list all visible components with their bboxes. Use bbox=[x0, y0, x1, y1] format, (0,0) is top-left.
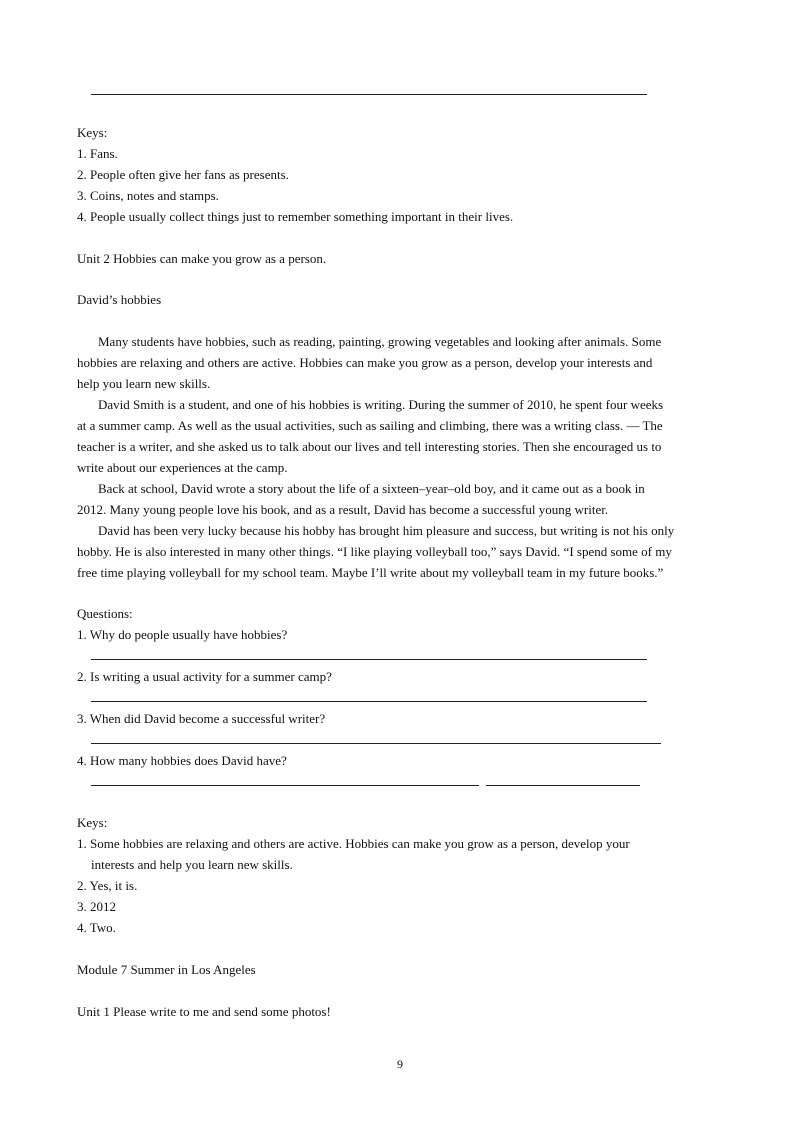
key-item: 2. Yes, it is. bbox=[77, 878, 138, 893]
key-item: interests and help you learn new skills. bbox=[91, 857, 293, 872]
unit-title: Unit 1 Please write to me and send some photos! bbox=[77, 1004, 331, 1019]
question-item: 4. How many hobbies does David have? bbox=[77, 753, 287, 768]
passage-line: Many students have hobbies, such as reading, painting, growing vegetables and looking after animals. Some bbox=[98, 334, 662, 349]
passage-line: teacher is a writer, and she asked us to talk about our lives and tell interesting stories. Then she encouraged us to bbox=[77, 439, 662, 454]
question-item: 3. When did David become a successful writer? bbox=[77, 711, 326, 726]
key-item: 2. People often give her fans as presents. bbox=[77, 167, 289, 182]
key-item: 4. Two. bbox=[77, 920, 116, 935]
page-number: 9 bbox=[397, 1057, 403, 1071]
answer-line bbox=[91, 743, 661, 744]
key-item: 3. Coins, notes and stamps. bbox=[77, 188, 219, 203]
passage-line: free time playing volleyball for my school team. Maybe I’ll write about my volleyball team in my future books.” bbox=[77, 565, 664, 580]
question-item: 1. Why do people usually have hobbies? bbox=[77, 627, 288, 642]
questions-heading: Questions: bbox=[77, 606, 133, 621]
passage-line: help you learn new skills. bbox=[77, 376, 211, 391]
passage-line: David has been very lucky because his hobby has brought him pleasure and success, but writing is not his only bbox=[98, 523, 675, 538]
keys-heading: Keys: bbox=[77, 125, 108, 140]
answer-line bbox=[91, 659, 647, 660]
passage-line: 2012. Many young people love his book, and as a result, David has become a successful young writer. bbox=[77, 502, 609, 517]
keys-heading: Keys: bbox=[77, 815, 108, 830]
answer-line bbox=[91, 701, 647, 702]
passage-line: hobby. He is also interested in many other things. “I like playing volleyball too,” says David. “I spend some of my bbox=[77, 544, 672, 559]
key-item: 1. Some hobbies are relaxing and others are active. Hobbies can make you grow as a person, develop your bbox=[77, 836, 630, 851]
unit-title: Unit 2 Hobbies can make you grow as a person. bbox=[77, 251, 327, 266]
answer-line bbox=[91, 94, 647, 95]
module-title: Module 7 Summer in Los Angeles bbox=[77, 962, 256, 977]
answer-line bbox=[91, 785, 479, 786]
passage-line: Back at school, David wrote a story about the life of a sixteen–year–old boy, and it came out as a book in bbox=[98, 481, 645, 496]
question-item: 2. Is writing a usual activity for a summer camp? bbox=[77, 669, 332, 684]
key-item: 1. Fans. bbox=[77, 146, 118, 161]
key-item: 4. People usually collect things just to remember something important in their lives. bbox=[77, 209, 514, 224]
passage-line: David Smith is a student, and one of his hobbies is writing. During the summer of 2010, he spent four weeks bbox=[98, 397, 664, 412]
passage-line: at a summer camp. As well as the usual activities, such as sailing and climbing, there was a writing class. — The bbox=[77, 418, 663, 433]
key-item: 3. 2012 bbox=[77, 899, 116, 914]
passage-line: write about our experiences at the camp. bbox=[77, 460, 288, 475]
answer-line bbox=[486, 785, 640, 786]
passage-line: hobbies are relaxing and others are active. Hobbies can make you grow as a person, develop your interests and bbox=[77, 355, 653, 370]
passage-title: David’s hobbies bbox=[77, 292, 162, 307]
